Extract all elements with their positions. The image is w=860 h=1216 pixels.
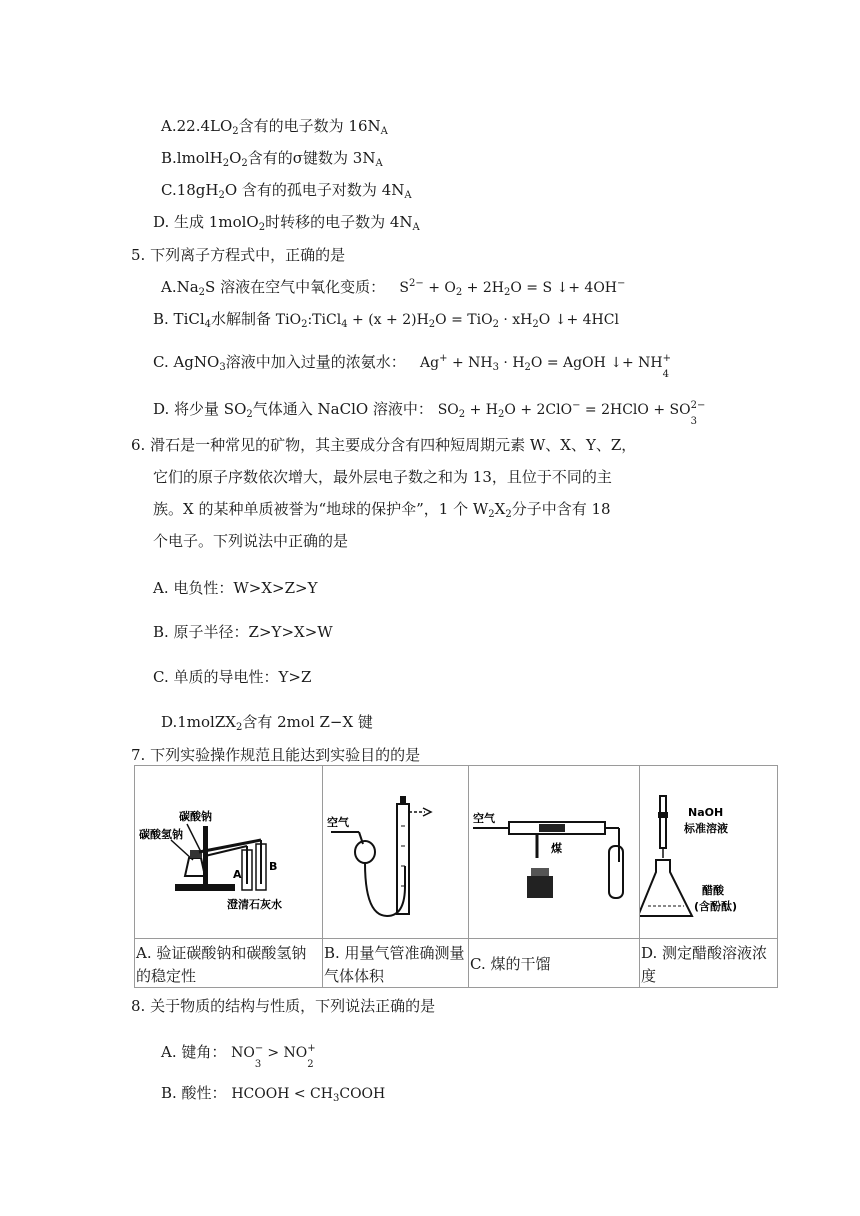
text: 含有 2mol Z−X 键 xyxy=(242,713,373,731)
sup: 2− xyxy=(409,278,424,289)
sub: 2 xyxy=(492,319,499,330)
q8-option-a xyxy=(161,1042,316,1070)
sub: 2 xyxy=(428,319,436,330)
text: C. AgNO xyxy=(153,353,220,371)
sup: + xyxy=(307,1043,316,1054)
subscript: 3 xyxy=(219,362,226,373)
text: B.lmolH xyxy=(161,149,223,167)
caption-a: A. 验证碳酸钠和碳酸氢钠的稳定性 xyxy=(136,944,307,985)
subscript: 2 xyxy=(198,287,206,298)
caption-cell-d xyxy=(640,939,778,988)
text: 时转移的电子数为 4N xyxy=(265,213,413,231)
text: D. 将少量 SO xyxy=(153,400,247,418)
q5-option-c xyxy=(153,352,671,380)
label: (含酚酞) xyxy=(694,900,738,913)
sub: 2 xyxy=(532,319,539,330)
t: O ↓+ 4HCl xyxy=(538,312,619,328)
apparatus-b-image xyxy=(323,766,468,938)
apparatus-c-image xyxy=(469,766,639,938)
t: = 2HClO + SO xyxy=(580,402,691,418)
image-cell-d xyxy=(640,766,778,939)
t: :TiCl xyxy=(307,312,342,328)
equation xyxy=(276,312,619,328)
equation xyxy=(231,1043,316,1070)
subscript: 2 xyxy=(505,509,512,520)
t: · xH xyxy=(498,312,533,328)
sub: 3 xyxy=(254,1059,262,1070)
text: D.1molZX xyxy=(161,713,236,731)
label: A xyxy=(233,868,242,881)
text: 水解制备 xyxy=(211,310,276,328)
t: + (x + 2)H xyxy=(347,312,429,328)
label: 澄清石灰水 xyxy=(227,898,282,911)
apparatus-a-image xyxy=(135,766,322,938)
sub: 2 xyxy=(455,287,463,298)
label: 空气 xyxy=(327,816,349,829)
t: O = S ↓+ 4OH xyxy=(510,280,618,296)
q7-experiment-table xyxy=(134,765,778,988)
q4-option-b xyxy=(161,148,383,168)
t: SO xyxy=(437,402,459,418)
caption-cell-c xyxy=(469,939,640,988)
subscript: A xyxy=(375,158,383,169)
subscript: 2 xyxy=(488,509,495,520)
text: 含有的σ键数为 3N xyxy=(247,149,376,167)
text: S 溶液在空气中氧化变质： xyxy=(205,278,386,296)
sub: 2 xyxy=(458,409,466,420)
t: + 2H xyxy=(462,280,504,296)
text: D. 生成 1molO xyxy=(153,213,259,231)
text: A.22.4LO xyxy=(161,117,233,135)
text: 溶液中加入过量的浓氨水： xyxy=(225,353,406,371)
equation xyxy=(437,400,706,427)
subscript: 2 xyxy=(218,190,225,201)
text: 分子中含有 18 xyxy=(511,500,611,518)
q6-option-a: A. 电负性：W>X>Z>Y xyxy=(153,579,318,597)
subscript: A xyxy=(404,190,412,201)
q6-stem-line4: 个电子。下列说法中正确的是 xyxy=(153,532,349,550)
t: O = AgOH ↓+ NH xyxy=(530,355,663,371)
q5-stem: 5. 下列离子方程式中，正确的是 xyxy=(131,246,346,264)
sub: 2 xyxy=(524,362,531,373)
subscript: 4 xyxy=(204,319,212,330)
supsub xyxy=(307,1043,316,1070)
label: 煤 xyxy=(551,842,562,855)
q6-option-c: C. 单质的导电性：Y>Z xyxy=(153,668,312,686)
t: O + 2ClO xyxy=(504,402,573,418)
t: + H xyxy=(465,402,499,418)
caption-d: D. 测定醋酸溶液浓度 xyxy=(641,944,768,985)
text: 族。X 的某种单质被誉为“地球的保护伞”，1 个 W xyxy=(153,500,489,518)
text: C.18gH xyxy=(161,181,219,199)
equation xyxy=(231,1086,385,1102)
sub: 4 xyxy=(662,369,669,380)
t: O = TiO xyxy=(435,312,493,328)
image-cell-a xyxy=(135,766,323,939)
sup: + xyxy=(662,353,671,364)
sub: 3 xyxy=(332,1093,340,1104)
equation xyxy=(399,280,625,296)
label: B xyxy=(269,860,278,873)
label: 醋酸 xyxy=(702,884,724,897)
sub: 2 xyxy=(307,1059,314,1070)
t: COOH xyxy=(339,1086,386,1102)
sub: 2 xyxy=(503,287,511,298)
sub: 2 xyxy=(301,319,308,330)
q4-option-d xyxy=(153,212,420,232)
caption-c: C. 煤的干馏 xyxy=(470,955,551,973)
sub: 2 xyxy=(498,409,505,420)
t: NO xyxy=(231,1045,255,1061)
t: S xyxy=(399,280,409,296)
text: X xyxy=(494,500,506,518)
q5-option-b xyxy=(153,309,619,330)
q7-stem: 7. 下列实验操作规范且能达到实验目的的是 xyxy=(131,746,421,764)
apparatus-d-image xyxy=(640,766,777,938)
t: · H xyxy=(498,355,525,371)
t: + O xyxy=(423,280,456,296)
subscript: 2 xyxy=(258,222,266,233)
text: 含有的电子数为 16N xyxy=(238,117,381,135)
text: B. 酸性： xyxy=(161,1084,227,1102)
subscript: 2 xyxy=(246,409,253,420)
subscript: 2 xyxy=(222,158,230,169)
text: B. TiCl xyxy=(153,310,205,328)
q8-option-b xyxy=(161,1083,385,1104)
sup: 2− xyxy=(690,400,706,411)
sub: 3 xyxy=(492,362,499,373)
label: 空气 xyxy=(473,812,495,825)
sub: 4 xyxy=(341,319,348,330)
image-cell-c xyxy=(469,766,640,939)
subscript: A xyxy=(412,222,420,233)
caption-cell-b xyxy=(323,939,469,988)
t: TiO xyxy=(275,312,302,328)
label: NaOH xyxy=(688,806,724,819)
text: A. 键角： xyxy=(161,1043,227,1061)
t: Ag xyxy=(420,355,440,371)
sub: 3 xyxy=(690,416,697,427)
sup: − xyxy=(572,400,581,411)
q5-option-a xyxy=(161,277,625,298)
text: O xyxy=(229,149,242,167)
q6-option-b: B. 原子半径：Z>Y>X>W xyxy=(153,623,333,641)
q6-option-d xyxy=(161,712,373,732)
sup: − xyxy=(254,1043,264,1054)
text: O 含有的孤电子对数为 4N xyxy=(224,181,405,199)
supsub xyxy=(254,1043,264,1070)
text: 气体通入 NaClO 溶液中： xyxy=(252,400,433,418)
t: > NO xyxy=(262,1045,308,1061)
q6-stem-line1: 6. 滑石是一种常见的矿物，其主要成分含有四种短周期元素 W、X、Y、Z， xyxy=(131,436,637,454)
subscript: A xyxy=(380,126,388,137)
t: + NH xyxy=(447,355,493,371)
t: HCOOH < CH xyxy=(231,1086,333,1102)
caption-cell-a xyxy=(135,939,323,988)
caption-b: B. 用量气管准确测量气体体积 xyxy=(324,944,465,985)
sup: − xyxy=(617,278,626,289)
subscript: 2 xyxy=(232,126,239,137)
label: 标准溶液 xyxy=(684,822,728,835)
sup: + xyxy=(439,353,448,364)
q5-option-d xyxy=(153,399,706,427)
image-cell-b xyxy=(323,766,469,939)
q4-option-c xyxy=(161,180,412,200)
supsub xyxy=(690,400,706,427)
q4-option-a xyxy=(161,116,388,136)
supsub xyxy=(662,353,671,380)
subscript: 2 xyxy=(241,158,248,169)
q6-stem-line3 xyxy=(153,499,611,519)
label: 碳酸氢钠 xyxy=(139,828,183,841)
q6-stem-line2: 它们的原子序数依次增大，最外层电子数之和为 13，且位于不同的主 xyxy=(153,468,612,486)
q8-stem: 8. 关于物质的结构与性质，下列说法正确的是 xyxy=(131,997,436,1015)
subscript: 2 xyxy=(235,722,243,733)
label: 碳酸钠 xyxy=(179,810,212,823)
text: A.Na xyxy=(161,278,199,296)
equation xyxy=(420,353,671,380)
